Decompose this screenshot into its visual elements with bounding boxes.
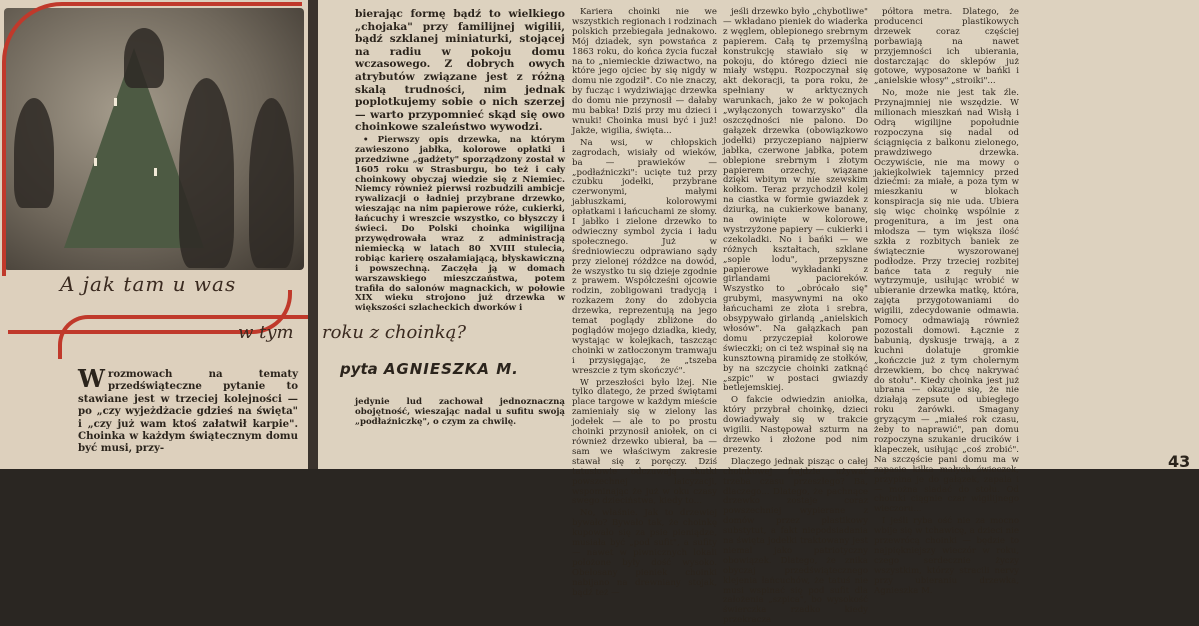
paragraph: O fakcie odwiedzin aniołka, który przybrał choinkę, dzieci dowiadywały się w trakcie wigilii. Następował szturm na drzewko i złożone pod nim prezenty.: [723, 395, 868, 455]
column-1-continued: [355, 398, 565, 464]
byline-verb: pyta: [340, 360, 378, 378]
decorative-red-line: [2, 2, 302, 276]
paragraph: No, może nie jest tak źle. Przynajmniej nie wszędzie. W milionach mieszkań nad Wisłą i Odrą wigilijne popołudnie rozpoczyna się nadal od ściągnięcia z balkonu zielonego, prawdziwego drzewka. Oczywiście, nie ma mowy o jakiejkolwiek tajemnicy przed dziećmi: za miałe, a poza tym w mieszkaniu w blokach konspiracja się nie uda. Ubiera się więc choinkę wspólnie z progenitura, a im jest ona młodsza — tym większa ilość szkła z rozbitych baniek ze świątecznie wyszorowanej podłodze. Przy trzeciej rozbitej bańce tata z reguły nie wytrzymuje, usiłując wrobić w ubieranie drzewka matkę, która, zajęta przygotowaniami do wigilii, zdecydowanie odmawia. Pomocy odmawiają również pozostali domowi. Łącznie z babunią, dyskusje trwają, a z kuchni dolatuje gromkie „kończcie już z tym cholernym drzewkiem, bo chcę nakrywać do stołu". Kiedy choinka jest już ubrana — okazuje się, że nie działają zepsute od ubiegłego roku żarówki. Smagany gryzącym — „miałeś rok czasu, żeby to naprawić", pan domu rozpoczyna szukanie drucików i klapeczek, usiłując „coś zrobić". Na szczęście pani domu ma w zapasie kilka małych świeczek, przypina je do gałązek, zapala i — można siadać do stołu. Od choinki ciągnie czar wigilijnego wieczoru...: [874, 88, 1019, 515]
drop-cap: W: [78, 364, 105, 393]
column-3: [723, 7, 868, 626]
left-page: [0, 0, 308, 469]
paragraph: I jeśli ryba ość nie za mocno wbije się w tchawicę, a dzieci nie przewrócą choinki — będzie to najpiękniejszy wieczór w roku, czego serdecznie życzy wszystkim, którzy stracili nervy przy ubieraniu drzewka, Agnieszka M.: [874, 516, 1019, 596]
paragraph: No, właśnie. Jak to drzewiej bywało? Bywało tak, że choinkę kupowało się za psie pieniądze, musiała być „pod sufit", a sufity — nawet w piwnicznych lokali położone były dość wysoko. Obelosany pieniek choinki nabijano na drewniany stojak, bądź też —: [572, 508, 717, 598]
page-number: 43: [1168, 452, 1191, 471]
paragraph: Dlaczego jednak pisząc o całej choinkowej frajdzie używać trzeba czasu przeszłego? Ba, dlaczego... Dlatego, że pachnące drzewko zostaje coraz powszechniej wypierane z domów przez plastikowy substytut, a fakt niepodsiadania na święta jodełki traktowany jest niemal jako patriotyczny obowiązek. Dlatego, że znika obyczaj przedświątecznego klejenia łańcuchów, że tatuś nie musi wspinać się pod sufit dla założenia „szpica", bo wysokość świerczka rzadko kiedy przekracza: [723, 456, 868, 626]
paragraph: półtora metra. Dlatego, że producenci plastikowych drzewek coraz częściej porbawiają na nawet przyjemności ich ubierania, dostarczając do sklepów już gotowe, wyposażone w bańki i „anielskie włosy" „stroiki"...: [874, 7, 1019, 87]
headline-part-2: w tym: [238, 322, 294, 343]
column-1: [355, 8, 565, 314]
paragraph: jedynie lud zachował jednoznaczną obojętność, wieszając nadal u sufitu swoją „podłaźniczkę", o czym za chwilę.: [355, 397, 565, 427]
page-gutter: [308, 0, 318, 469]
headline-part-1: A jak tam u was: [60, 272, 237, 296]
headline-part-3: roku z choinką?: [322, 322, 467, 343]
intro-text: rozmowach na tematy przedświąteczne pytanie to stawiane jest w trzeciej kolejności — po „czy wyjeżdżacie gdzieś na święta" i „czy już wam ktoś załatwił karpie". Choinka w każdym świątecznym domu być musi, przy-: [78, 368, 298, 455]
paragraph: Na wsi, w chłopskich zagrodach, wisiały od wieków, ba — prawieków — „podłaźniczki": ucięte tuż przy czubku jodełki, przybrane czerwonymi, małymi jabłuszkami, kolorowymi opłatkami i łańcuchami ze słomy. I jabłko i zielone drzewko to odwieczny symbol życia i ładu społecznego. Już w średniowieczu odprawiano sądy przy zielonej różdżce na dowód, że wszystko tu się dzieje zgodnie z prawem. Współcześni ojcowie rodzin, zobligowani tradycją i rozkazem żony do zdobycia drzewka, reprezentują na jego temat poglądy zbliżone do poglądów mojego dziadka, kiedy, wystając w kolejkach, taszcząc choinki w zatłoczonym tramwaju i przysięgając, że „tszeba wreszcie z tym skończyć".: [572, 137, 717, 376]
column-4: [874, 7, 1019, 596]
paragraph: • Pierwszy opis drzewka, na którym zawieszono jabłka, kolorowe opłatki i przedziwne „gadżety" sporządzony został w 1605 roku w Strasburgu, bo też i cały choinkowy obyczaj wiedzie się z Niemiec. Niemcy również pierwsi rozbudzili ambicje rywalizacji o ładniej przybrane drzewko, wieszając na nim papierowe róże, cukierki, łańcuchy i wreszcie wszystko, co błyszczy i świeci. Do Polski choinka wigilijna przywędrowała wraz z administracją niemiecką w latach 80 XVIII stulecia, robiąc karierę oszałamiającą, błyskawiczną i powszechną. Zaczęła ją w domach warszawskiego mieszczaństwa, potem trafiła do salonów magnackich, w połowie XIX wieku strojono już drzewka w większości szlacheckich dworków i: [355, 134, 565, 314]
byline: [340, 360, 519, 378]
paragraph: Kariera choinki nie we wszystkich regionach i rodzinach polskich przebiegała jednakowo. Mój dziadek, syn powstańca z 1863 roku, do końca życia fuczał na to „niemieckie dziwactwo, na które jego ojciec by się nigdy w domu nie zgodził". Co nie znaczy, by fucząc i wydziwiając drzewka do domu nie przynosił — dałaby mu babka! Dziś przy mu dzieci i wnuki! Choinka musi być i już! Jakże, wigilia, święta...: [572, 7, 717, 136]
intro-paragraph: [78, 364, 298, 455]
column-2: [572, 7, 717, 598]
paragraph: jeśli drzewko było „chybotliwe" — wkładano pieniek do wiaderka z węglem, oblepionego srebrnym papierem. Całą tę przemyślną konstrukcję stawiało się w pokoju, do którego dzieci nie miały wstępu. Rozpoczynał się akt dekoracji, ta pora roku, że spełniany w arktycznych warunkach, jako że w pokojach „wyłączonych towarzysko" dla oszczędności nie palono. Do gałązek drzewka (obowiązkowo jodełki) przyczepiano najpierw jabłka, czerwone jabłka, potem oblepione srebrnym i złotym papierem orzechy, wiązane dzięki wbitym w nie szewskim kołkom. Teraz przychodził kolej na ciastka w formie gwiazdek z dziurką, na cukierkowe banany, na owinięte w kolorowe, wystrzyżone papiery — cukierki i czekoladki. No i bańki — we różnych kształtach, szklane „sople lodu", przepyszne papierowe wykładanki z girlandami pacioreków. Wszystko to „obrócało się" grubymi, masywnymi na oko łańcuchami ze złota i srebra, obsypywało girlandą „anielskich włosów". Na gałązkach pan domu przyczepiał kolorowe świeczki; on ci też wspinał się na kunsztowną piramidę ze stołków, by na szczycie choinki zatknąć „szpic" w postaci gwiazdy betlejemskiej.: [723, 7, 868, 394]
paragraph: W przeszłości było lżej. Nie tylko dlatego, że przed świętami place targowe w każdym mieście zamieniały się w zielony las jodełek — ale to po prostu choinki przynosił aniołek, on ci również drzewko ubierał, ba — sam we właściwym zakresie stawał się z poręczy. Dziś tatusiowie odczuwają skutki powszechnej laicyzacji, wspominając że już w oku czasy swego dzieciństwa, kiedy to...: [572, 377, 717, 507]
paragraph: bierając formę bądź to wielkiego „chojaka" przy familijnej wigilii, bądź szklanej miniaturki, stojącej na radiu w pokoju domu wczasowego. Z dobrych owych atrybutów związane jest z różną skalą trudności, nim jednak poplotkujemy sobie o nich szerzej — warto przypomnieć skąd się owo choinkowe szaleństwo wywodzi.: [355, 8, 565, 134]
author-name: AGNIESZKA M.: [383, 360, 519, 378]
